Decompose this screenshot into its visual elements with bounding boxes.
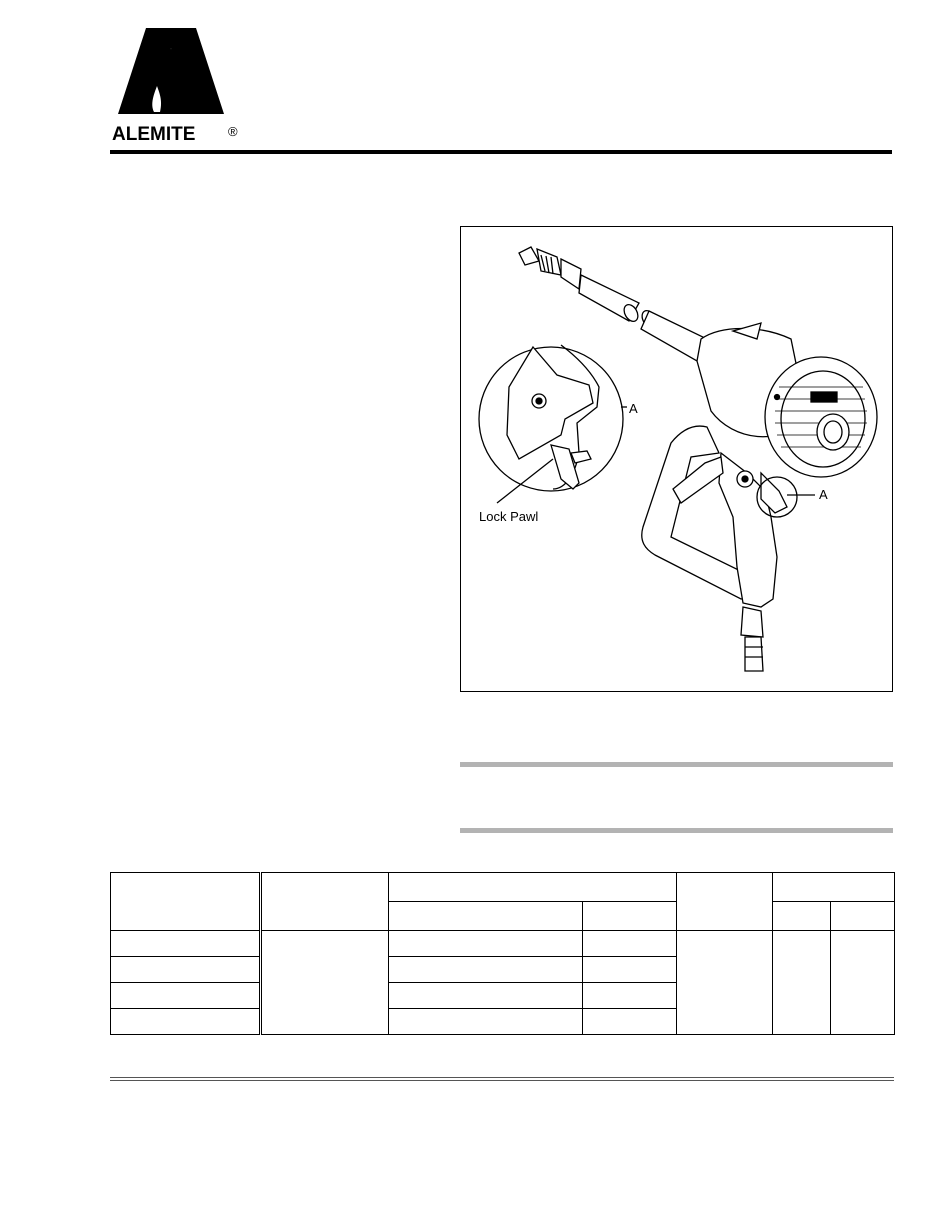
section-rule-top bbox=[460, 762, 893, 767]
alemite-a-drop-logo bbox=[116, 28, 226, 118]
handle bbox=[642, 426, 787, 671]
table-cell bbox=[583, 1009, 677, 1035]
sub-header-cell bbox=[773, 902, 831, 931]
lock-pawl-label: Lock Pawl bbox=[479, 509, 539, 524]
sub-header-cell bbox=[583, 902, 677, 931]
extension-tip bbox=[519, 247, 707, 361]
table-cell bbox=[389, 957, 583, 983]
table-cell bbox=[111, 957, 261, 983]
sub-header-cell bbox=[831, 902, 895, 931]
table-cell bbox=[773, 931, 831, 1035]
footer-rule bbox=[110, 1077, 894, 1081]
table-cell bbox=[111, 931, 261, 957]
part-callout-label: A bbox=[819, 487, 828, 502]
table-cell bbox=[583, 983, 677, 1009]
nozzle-illustration bbox=[461, 227, 893, 692]
detail-circle bbox=[479, 345, 623, 491]
table-cell bbox=[111, 983, 261, 1009]
detail-callout-label: A bbox=[629, 401, 638, 416]
section-rule-bottom bbox=[460, 828, 893, 833]
table-cell bbox=[677, 931, 773, 1035]
table-cell bbox=[583, 957, 677, 983]
table-cell bbox=[583, 931, 677, 957]
header-cell bbox=[677, 873, 773, 931]
table-cell bbox=[111, 1009, 261, 1035]
meter-body bbox=[697, 323, 877, 477]
table-row bbox=[111, 931, 895, 957]
header-cell bbox=[773, 873, 895, 902]
table-cell bbox=[831, 931, 895, 1035]
table-cell bbox=[261, 931, 389, 1035]
spec-table bbox=[110, 872, 895, 1035]
alemite-logo bbox=[110, 28, 250, 144]
header-cell bbox=[111, 873, 261, 931]
registered-mark: ® bbox=[228, 124, 238, 139]
header-rule bbox=[110, 150, 892, 154]
header-cell bbox=[389, 873, 677, 902]
nozzle-figure bbox=[460, 226, 893, 692]
brand-wordmark: ALEMITE bbox=[112, 124, 196, 145]
table-cell bbox=[389, 1009, 583, 1035]
sub-header-cell bbox=[389, 902, 583, 931]
table-cell bbox=[389, 931, 583, 957]
table-cell bbox=[389, 983, 583, 1009]
header-cell bbox=[261, 873, 389, 931]
